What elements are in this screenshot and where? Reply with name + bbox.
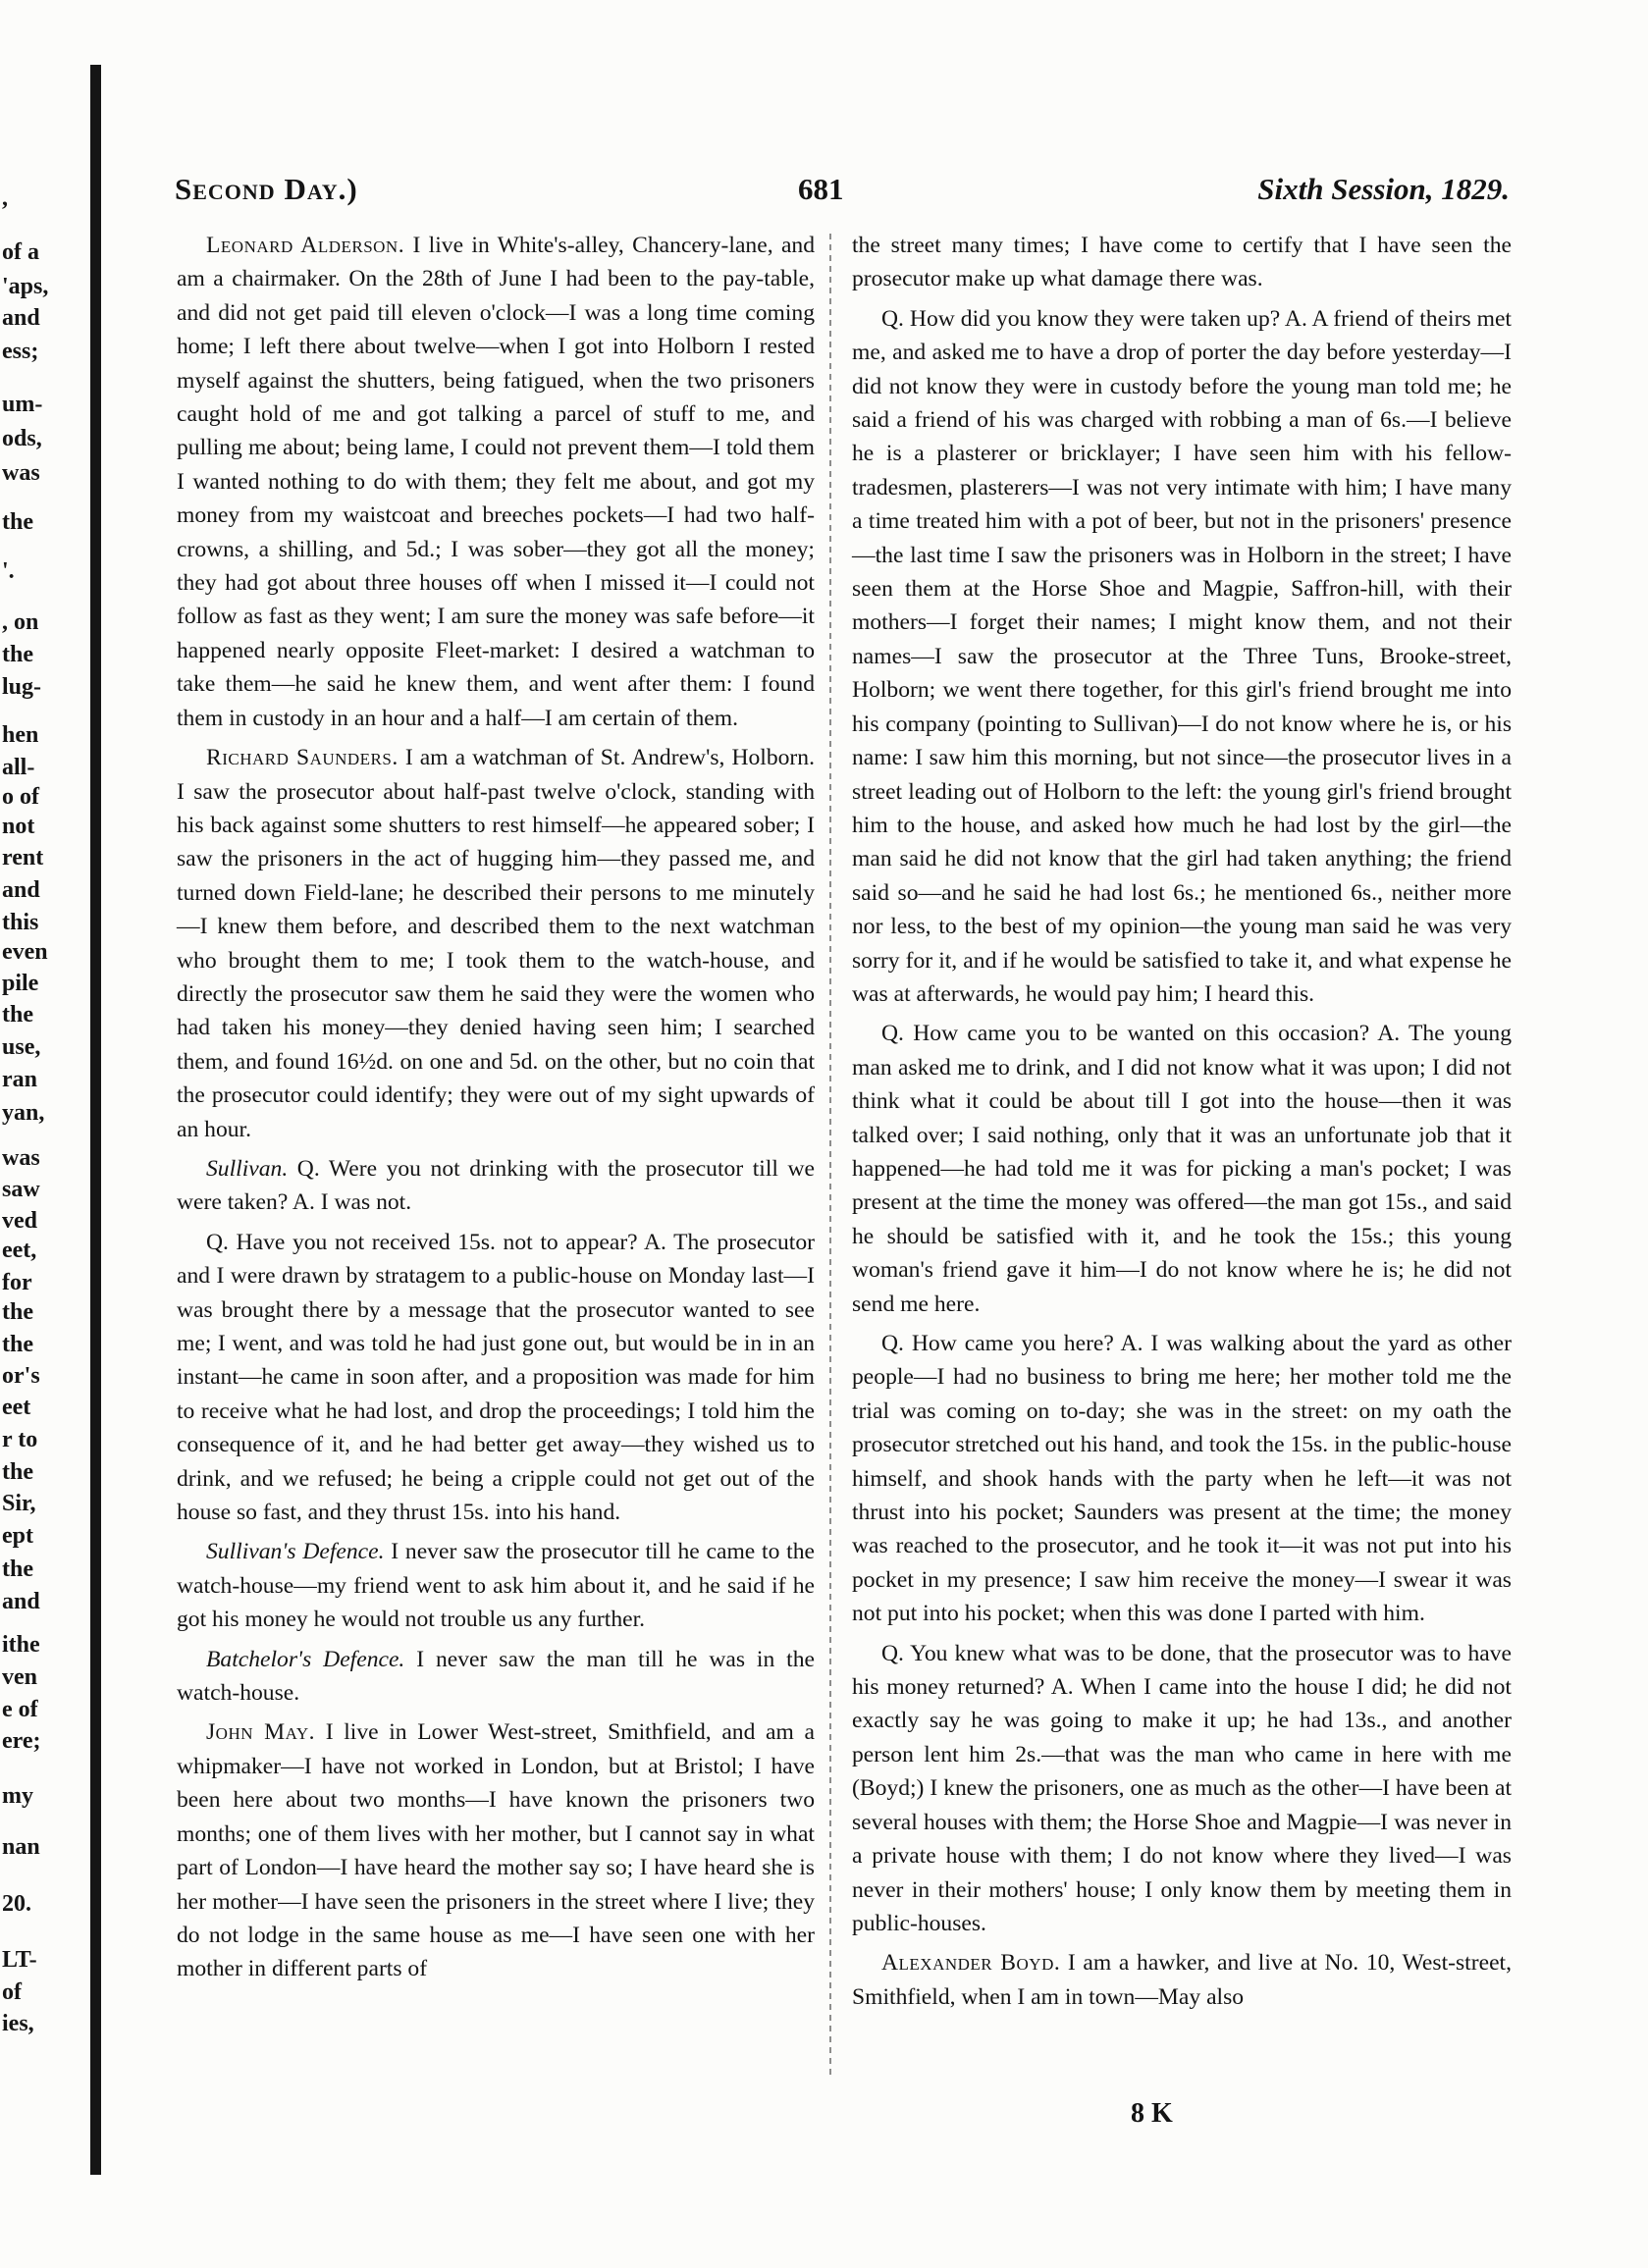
gutter-fragment: ithe [2, 1632, 40, 1658]
gutter-fragment: even [2, 939, 48, 965]
gutter-fragment: 20. [2, 1891, 31, 1917]
testimony-text: Q. You knew what was to be done, that the prosecutor was to have his money returned? A. When I came into the house I did; he did not exactly say he was going to make it up; he had 13s., and another person lent him 2s.—that was the man who came in here with me (Boyd;) I knew the prisoners, one as much as the other—I have been at several houses with them; the Horse Shoe and Magpie—I was never in a private house with them; I do not know where they lived—I was never in their mothers' house; I only know them by meeting them in public-houses. [852, 1640, 1512, 1936]
margin-rule [90, 65, 101, 2175]
gutter-fragment: hen [2, 722, 39, 748]
gutter-fragment: ess; [2, 339, 39, 364]
column-divider [829, 234, 831, 2079]
gutter-fragment: um- [2, 392, 43, 417]
gutter-fragment: of [2, 1979, 22, 2005]
testimony-text: Q. How came you here? A. I was walking about the yard as other people—I had no business to bring me here; her mother told me the trial was coming on to-day; she was in the street: on my oath the prosecutor stretched out his hand, and took the 15s. in the public-house himself, and shook hands with the party when he left—it was not thrust into his pocket; Saunders was present at the time; the money was reached to the prosecutor, and he took it—it was not put into his pocket in my presence; I saw him receive the money—I swear it was not put into his pocket; when this was done I parted with him. [852, 1331, 1512, 1627]
testimony-text: I am a hawker, and live at No. 10, West-street, Smithfield, when I am in town—May also [852, 1950, 1512, 2010]
testimony-paragraph [177, 1535, 815, 1636]
left-column [177, 229, 815, 1992]
gutter-fragment: e of [2, 1697, 38, 1722]
gutter-fragment: of a [2, 239, 39, 265]
testimony-paragraph [852, 1327, 1512, 1631]
gutter-fragment: , on [2, 609, 39, 635]
previous-page-gutter [0, 0, 59, 2268]
gutter-fragment: Sir, [2, 1491, 36, 1516]
gutter-fragment: ere; [2, 1728, 41, 1754]
gutter-fragment: nan [2, 1834, 40, 1860]
gutter-fragment: the [2, 1556, 33, 1582]
gutter-fragment: not [2, 814, 35, 839]
gutter-fragment: r to [2, 1427, 38, 1452]
gutter-fragment: was [2, 460, 40, 486]
speaker-name: Richard Saunders. [206, 745, 399, 771]
gutter-fragment: and [2, 877, 40, 903]
gutter-fragment: saw [2, 1177, 40, 1202]
page-number: 681 [798, 172, 844, 206]
testimony-text: Q. Were you not drinking with the prosecutor till we were taken? A. I was not. [177, 1155, 815, 1216]
testimony-paragraph [177, 1226, 815, 1530]
gutter-fragment: the [2, 642, 33, 667]
testimony-text: I live in White's-alley, Chancery-lane, and am a chairmaker. On the 28th of June I had been to the pay-table, and did not get paid till eleven o'clock—I was a long time coming home; I left there about twelve—when I got into Holborn I rested myself against the shutters, being fatigued, when the two prisoners caught hold of me and got talking a parcel of stuff to me, and pulling me about; being lame, I could not prevent them—I told them I wanted nothing to do with them; they felt me about, and got my money from my waistcoat and breeches pockets—I had two half-crowns, a shilling, and 5d.; I was sober—they got all the money; they had got about three houses off when I missed it—I could not follow as fast as they went; I am sure the money was safe before—it happened nearly opposite Fleet-market: I desired a watchman to take them—he said he knew them, and went after them: I found them in custody in an hour and a half—I am certain of them. [177, 233, 816, 731]
right-column [852, 229, 1512, 2020]
gutter-fragment: eet, [2, 1238, 37, 1263]
signature-mark: 8 K [1131, 2098, 1173, 2129]
gutter-fragment: for [2, 1270, 32, 1295]
gutter-fragment: use, [2, 1034, 41, 1060]
speaker-name: Batchelor's Defence. [206, 1646, 405, 1672]
gutter-fragment: and [2, 1589, 40, 1614]
speaker-name: Alexander Boyd. [881, 1950, 1061, 1977]
header-session: Sixth Session, 1829. [1257, 172, 1510, 206]
testimony-paragraph [852, 1017, 1512, 1321]
gutter-fragment: ven [2, 1664, 37, 1690]
gutter-fragment: '. [2, 558, 15, 584]
gutter-fragment: ods, [2, 426, 42, 451]
testimony-paragraph [177, 229, 815, 735]
gutter-fragment: or's [2, 1363, 40, 1389]
speaker-name: Sullivan. [206, 1155, 289, 1182]
header-day: Second Day.) [175, 172, 358, 206]
testimony-paragraph [177, 741, 815, 1146]
gutter-fragment: my [2, 1783, 33, 1809]
running-header [175, 172, 1510, 211]
gutter-fragment: ies, [2, 2011, 34, 2036]
testimony-paragraph [852, 1637, 1512, 1941]
gutter-fragment: 'aps, [2, 274, 49, 299]
testimony-paragraph [852, 229, 1512, 296]
testimony-text: Q. Have you not received 15s. not to appear? A. The prosecutor and I were drawn by stratagem to a public-house on Monday last—I was brought there by a message that the prosecutor wanted to see me; I went, and was told he had just gone out, but would be in in an instant—he came in soon after, and a proposition was made for him to receive what he had lost, and drop the proceedings; I told him the consequence of it, and he had better get away—they wished us to drink, and we refused; he being a cripple could not get out of the house so fast, and they thrust 15s. into his hand. [177, 1229, 815, 1526]
testimony-paragraph [177, 1152, 815, 1220]
gutter-fragment: LT- [2, 1947, 37, 1973]
testimony-text: I live in Lower West-street, Smithfield, and am a whipmaker—I have not worked in London, but at Bristol; I have been here about two months—I have known the prisoners two months; one of them lives with her mother, but I cannot say in what part of London—I have heard the mother say so; I have heard she is her mother—I have seen the prisoners in the street where I live; they do not lodge in the same house as me—I have seen one with her mother in different parts of [177, 1719, 815, 1982]
testimony-text: the street many times; I have come to certify that I have seen the prosecutor make up what damage there was. [852, 233, 1512, 292]
testimony-text: Q. How came you to be wanted on this occasion? A. The young man asked me to drink, and I did not know what it was upon; I did not think what it could be about till I got into the house—then it was talked over; I said nothing, only that it was an unfortunate job that it happened—he had told me it was for picking a man's pocket; I was present at the time the money was offered—the man got 15s., and said he should be satisfied with it, and he took the 15s.; this young woman's friend gave it him—I do not know where he is; he did not send me here. [852, 1021, 1512, 1317]
gutter-fragment: , [2, 185, 8, 211]
gutter-fragment: rent [2, 845, 44, 870]
gutter-fragment: yan, [2, 1100, 45, 1126]
gutter-fragment: lug- [2, 674, 42, 700]
gutter-fragment: this [2, 910, 39, 935]
gutter-fragment: and [2, 305, 40, 331]
gutter-fragment: the [2, 509, 33, 535]
gutter-fragment: all- [2, 755, 35, 780]
gutter-fragment: pile [2, 971, 39, 996]
testimony-paragraph [177, 1715, 815, 1985]
speaker-name: John May. [206, 1719, 316, 1746]
gutter-fragment: eet [2, 1395, 31, 1420]
testimony-text: I never saw the man till he was in the watch-house. [177, 1646, 815, 1707]
testimony-text: Q. How did you know they were taken up? A. A friend of theirs met me, and asked me to have a drop of porter the day before yesterday—I did not know they were in custody before the young man told me; he said a friend of his was charged with robbing a man of 6s.—I believe he is a plasterer or bricklayer; I have seen him with his fellow-tradesmen, plasterers—I was not very intimate with him; I have many a time treated him with a pot of beer, but not in the prisoners' presence—the last time I saw the prisoners was in Holborn in the street; I have seen them at the Horse Shoe and Magpie, Saffron-hill, with their mothers—I forget their names; I might know them, and not their names—I saw the prosecutor at the Three Tuns, Brooke-street, Holborn; we went there together, for this girl's friend brought me into his company (pointing to Sullivan)—I do not know where he is, or his name: I saw him this morning, but not since—the prosecutor lives in a street leading out of Holborn to the left: the young girl's friend brought him to the house, and asked how much he had lost by the girl—the man said he did not know that the girl had taken anything; the friend said so—and he said he had lost 6s.; he mentioned 6s., neither more nor less, to the best of my opinion—the young man said he was very sorry for it, and if he would be satisfied to take it, and what expense he was at afterwards, he would pay him; I heard this. [852, 305, 1512, 1007]
speaker-name: Leonard Alderson. [206, 233, 405, 258]
testimony-paragraph [852, 1946, 1512, 2014]
gutter-fragment: was [2, 1145, 40, 1171]
gutter-fragment: the [2, 1299, 33, 1325]
gutter-fragment: o of [2, 784, 39, 810]
testimony-paragraph [177, 1643, 815, 1711]
gutter-fragment: ved [2, 1208, 37, 1234]
gutter-fragment: the [2, 1002, 33, 1028]
gutter-fragment: ran [2, 1067, 37, 1092]
testimony-text: I am a watchman of St. Andrew's, Holborn. I saw the prosecutor about half-past twelve o'clock, standing with his back against some shutters to rest himself—he appeared sober; I saw the prisoners in the act of hugging him—they passed me, and turned down Field-lane; he described their persons to me minutely—I knew them before, and described them to the next watchman who brought them to me; I took them to the watch-house, and directly the prosecutor saw them he said they were the women who had taken his money—they denied having seen him; I searched them, and found 16½d. on one and 5d. on the other, but no coin that the prosecutor could identify; they were out of my sight upwards of an hour. [177, 745, 815, 1142]
gutter-fragment: ept [2, 1523, 33, 1549]
speaker-name: Sullivan's Defence. [206, 1539, 385, 1565]
gutter-fragment: the [2, 1332, 33, 1357]
testimony-paragraph [852, 302, 1512, 1012]
gutter-fragment: the [2, 1459, 33, 1485]
testimony-text: I never saw the prosecutor till he came to the watch-house—my friend went to ask him about it, and he said if he got his money he would not trouble us any further. [177, 1539, 815, 1633]
